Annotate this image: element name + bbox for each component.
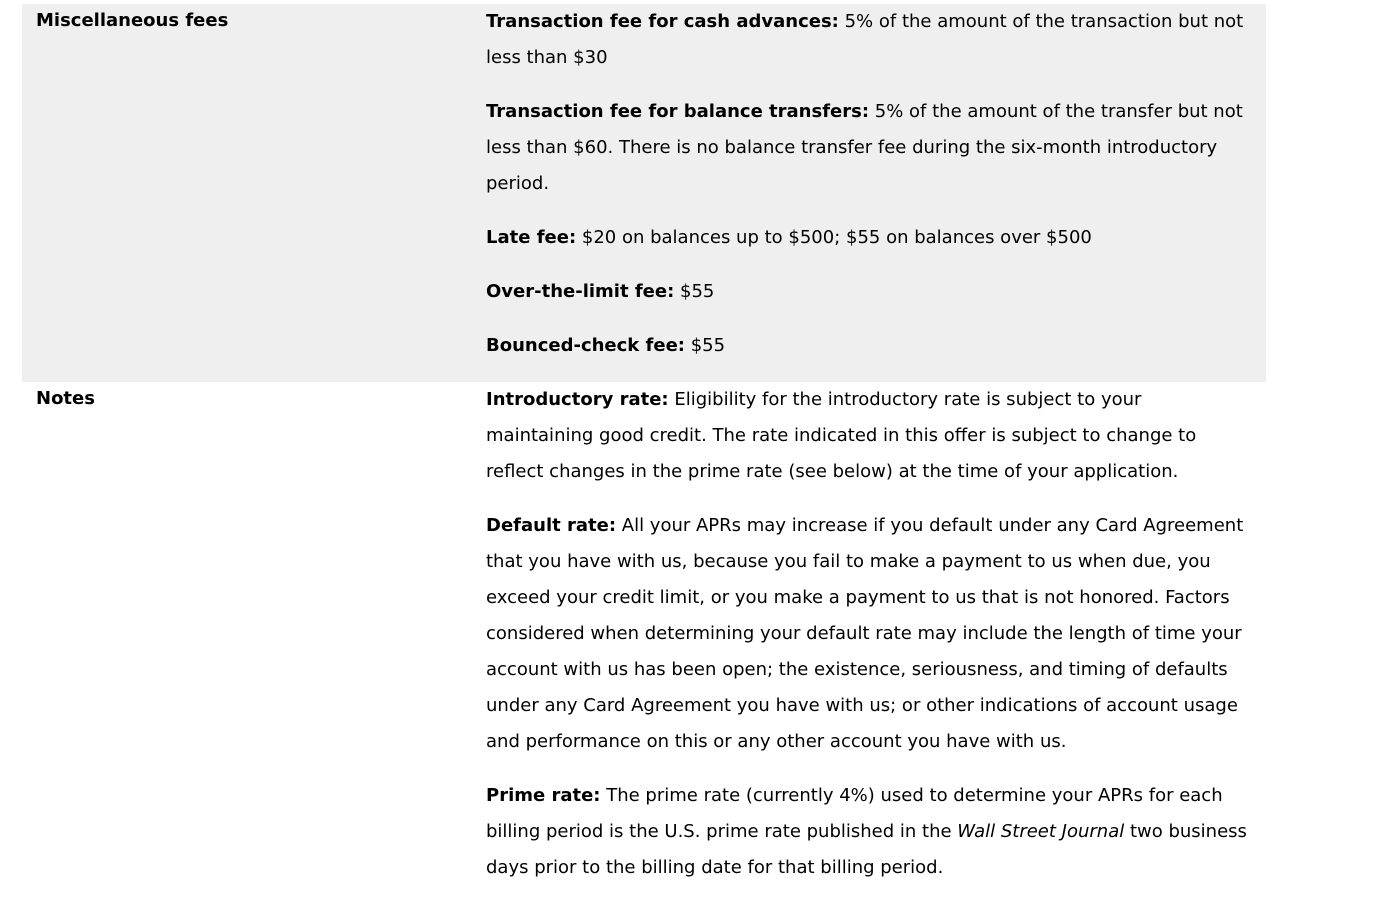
misc-fees-label: Miscellaneous fees [36,10,229,31]
prime-rate-text: The prime rate (currently 4%) used to determine your APRs for each billing period is the U.S. prime rate published in the [486,785,1223,842]
cash-advance-fee-text: 5% of the amount of the transaction but not less than $30 [486,11,1244,68]
late-fee-text: $20 on balances up to $500; $55 on balances over $500 [576,227,1092,248]
notes-content [472,382,1266,886]
over-limit-fee-item [486,274,1252,310]
prime-rate-text-after: two business days prior to the billing date for that billing period. [486,821,1247,878]
notes-row [22,382,1266,886]
balance-transfer-fee-item [486,94,1252,202]
over-limit-fee-label: Over-the-limit fee: [486,281,675,302]
default-rate-text: All your APRs may increase if you default under any Card Agreement that you have with us, because you fail to make a payment to us when due, you exceed your credit limit, or you make a payment to us that is not honored. Factors considered when determining your default rate may include the length of time your account with us has been open; the existence, seriousness, and timing of defaults under any Card Agreement you have with us; or other indications of account usage and performance on this or any other account you have with us. [486,515,1244,752]
publication-title: Wall Street Journal [957,821,1125,842]
balance-transfer-fee-label: Transaction fee for balance transfers: [486,101,870,122]
introductory-rate-item [486,382,1252,490]
notes-label: Notes [36,388,95,409]
bounced-check-fee-label: Bounced-check fee: [486,335,685,356]
prime-rate-label: Prime rate: [486,785,601,806]
introductory-rate-text: Eligibility for the introductory rate is subject to your maintaining good credit. The rate indicated in this offer is subject to change to reflect changes in the prime rate (see below) at the time of your application. [486,389,1197,482]
balance-transfer-fee-text: 5% of the amount of the transfer but not less than $60. There is no balance transfer fee during the six-month introductory period. [486,101,1243,194]
default-rate-label: Default rate: [486,515,617,536]
cash-advance-fee-label: Transaction fee for cash advances: [486,11,839,32]
default-rate-item [486,508,1252,760]
late-fee-item [486,220,1252,256]
over-limit-fee-text: $55 [674,281,715,302]
misc-fees-content [472,4,1266,382]
late-fee-label: Late fee: [486,227,577,248]
bounced-check-fee-text: $55 [685,335,726,356]
bounced-check-fee-item [486,328,1252,364]
fee-terms-table [22,4,1266,886]
prime-rate-item [486,778,1252,886]
cash-advance-fee-item [486,4,1252,76]
introductory-rate-label: Introductory rate: [486,389,669,410]
misc-fees-row [22,4,1266,382]
